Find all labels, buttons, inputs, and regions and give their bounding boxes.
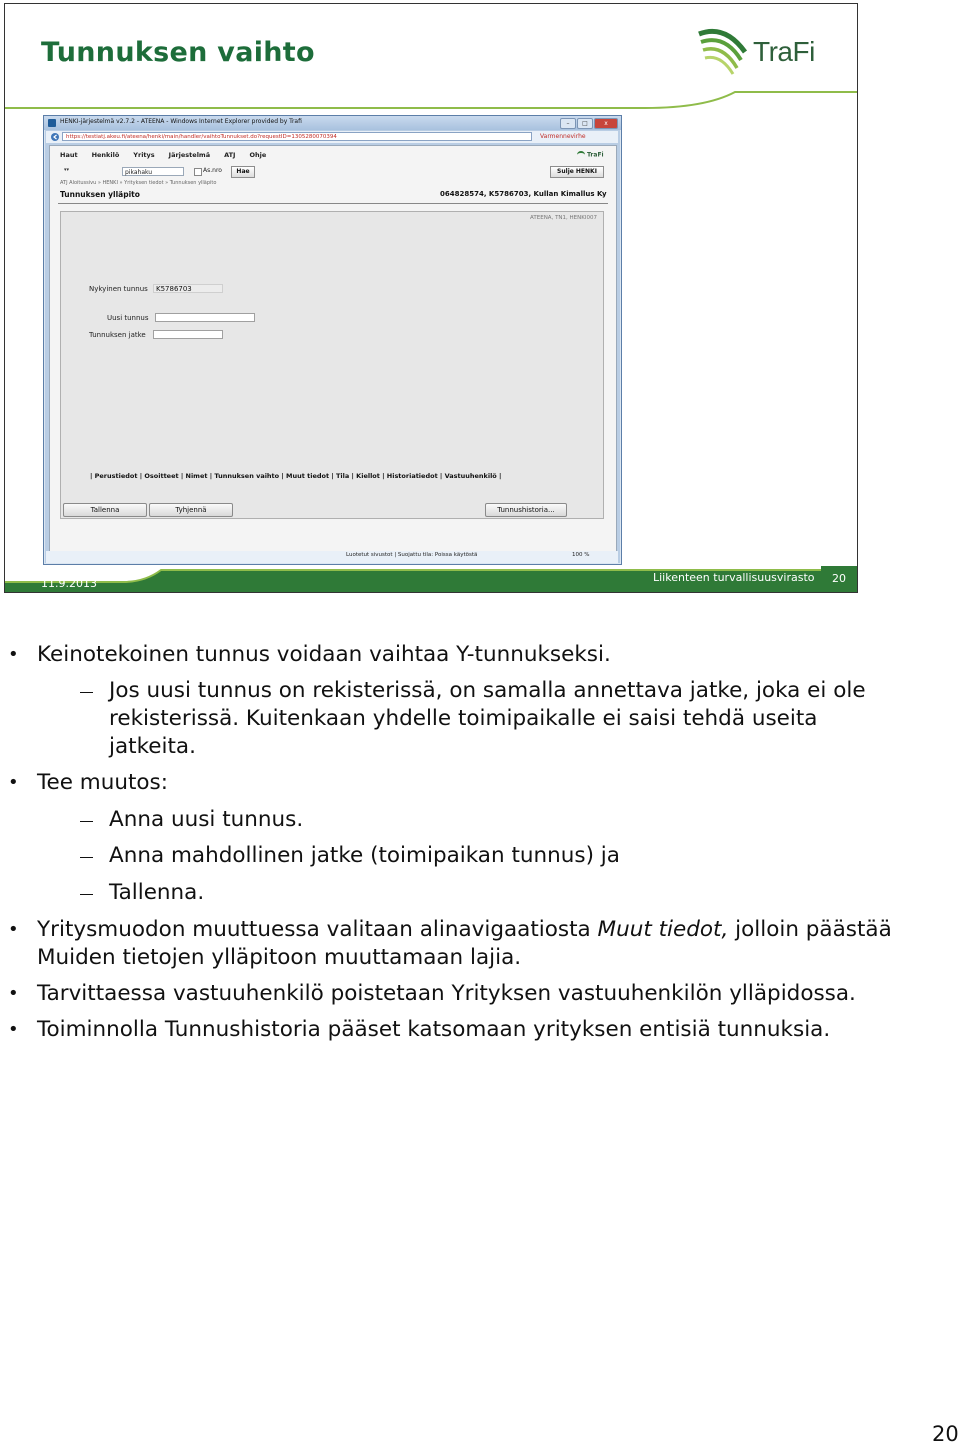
window-titlebar (44, 116, 621, 130)
menu-item-haut[interactable]: Haut (60, 151, 78, 159)
slide-title: Tunnuksen vaihto (41, 37, 315, 68)
header-divider-curve (5, 84, 857, 114)
menu-item-yritys[interactable]: Yritys (133, 151, 155, 159)
bullet-text: Toiminnolla Tunnushistoria pääset katsomaan yrityksen entisiä tunnuksia. (37, 1017, 831, 1042)
sub-bullet-text: Anna uusi tunnus. (109, 807, 304, 832)
footer-date: 11.9.2013 (41, 577, 97, 590)
dash-icon (80, 692, 93, 693)
current-id-label: Nykyinen tunnus (89, 285, 148, 293)
minimize-icon[interactable]: – (560, 118, 576, 129)
page-heading: Tunnuksen ylläpito (60, 190, 140, 199)
bullet-text (37, 916, 937, 944)
new-id-input[interactable] (155, 313, 255, 322)
address-input[interactable]: https://testiatj.akeu.fi/ateena/henki/main/handler/vaihtoTunnukset.do?requestID=1305280070394 (62, 132, 532, 141)
save-button[interactable]: Tallenna (63, 503, 147, 517)
bullet-text-emphasis: Muut tiedot, (597, 917, 729, 942)
sub-bullet-text: Tallenna. (109, 880, 205, 905)
menu-item-jarjestelma[interactable]: Järjestelmä (168, 151, 211, 159)
sub-bullet-text: Jos uusi tunnus on rekisterissä, on samalla annettava jatke, joka ei ole (109, 678, 866, 703)
new-id-label: Uusi tunnus (107, 314, 149, 322)
menu-item-henkilo[interactable]: Henkilö (91, 151, 120, 159)
web-page (49, 145, 617, 552)
bullet-text: Tee muutos: (37, 770, 168, 795)
sub-bullet-text: Anna mahdollinen jatke (toimipaikan tunnus) ja (109, 843, 620, 868)
entity-info: 064828574, K5786703, Kullan Kimallus Ky (440, 190, 607, 198)
zoom-level[interactable]: 100 % (572, 552, 590, 558)
close-henki-button[interactable]: Sulje HENKI (550, 166, 604, 178)
bullet-text: Tarvittaessa vastuuhenkilö poistetaan Yrityksen vastuuhenkilön ylläpidossa. (37, 981, 856, 1006)
trafi-swoosh-icon (695, 22, 755, 82)
quick-search-input[interactable]: pikahaku (122, 167, 184, 176)
system-tag: ATEENA, TN1, HENKI007 (530, 215, 597, 221)
asnro-label: As.nro (203, 167, 222, 174)
window-controls (560, 118, 618, 128)
sub-bullet-text: rekisterissä. Kuitenkaan yhdelle toimipaikalle ei saisi tehdä useita (109, 706, 818, 731)
address-bar (46, 131, 618, 143)
sub-bullet-text: jatkeita. (109, 734, 196, 759)
page-number: 20 (932, 1422, 959, 1446)
bullet-dot-icon: • (8, 644, 19, 665)
close-window-icon[interactable]: x (594, 118, 618, 129)
bullet-dot-icon: • (8, 919, 19, 940)
search-row (60, 166, 608, 178)
browser-window (43, 115, 622, 565)
bullet-text: Keinotekoinen tunnus voidaan vaihtaa Y-tunnukseksi. (37, 642, 611, 667)
app-menubar (60, 151, 266, 159)
id-extension-label: Tunnuksen jatke (89, 331, 146, 339)
bullet-dot-icon: • (8, 772, 19, 793)
slide (4, 3, 858, 593)
trafi-logo (695, 22, 835, 82)
id-extension-input[interactable] (153, 330, 223, 339)
bullet-text: Muiden tietojen ylläpitoon muuttamaan lajia. (37, 945, 522, 970)
dash-icon (80, 857, 93, 858)
id-history-button[interactable]: Tunnushistoria... (485, 503, 567, 517)
app-logo (577, 151, 604, 159)
slide-number: 20 (821, 566, 857, 592)
divider (58, 203, 608, 204)
bullet-text-part: jolloin päästää (728, 917, 892, 942)
back-forward-icon[interactable] (50, 132, 62, 142)
current-id-field: K5786703 (153, 284, 223, 293)
trafi-mini-icon (577, 151, 585, 159)
bullet-dot-icon: • (8, 1019, 19, 1040)
search-type-dropdown[interactable]: ▾▾ (64, 167, 70, 173)
search-button[interactable]: Hae (231, 166, 255, 178)
bullet-text-part: Yritysmuodon muuttuessa valitaan alinavigaatiosta (37, 917, 598, 942)
asnro-checkbox[interactable] (194, 168, 202, 176)
menu-item-atj[interactable]: ATJ (224, 151, 236, 159)
footer-agency: Liikenteen turvallisuusvirasto (653, 571, 815, 584)
sub-navigation[interactable]: | Perustiedot | Osoitteet | Nimet | Tunnuksen vaihto | Muut tiedot | Tila | Kiellot | Historiatiedot | Vastuuhenkilö | (90, 472, 502, 480)
ie-icon (48, 119, 56, 127)
bullet-dot-icon: • (8, 983, 19, 1004)
dash-icon (80, 894, 93, 895)
maximize-icon[interactable]: □ (577, 118, 593, 129)
window-title: HENKI-järjestelmä v2.7.2 - ATEENA - Windows Internet Explorer provided by Trafi (60, 118, 302, 125)
dash-icon (80, 821, 93, 822)
breadcrumb[interactable]: ATJ Aloitussivu » HENKI » Yrityksen tiedot » Tunnuksen ylläpito (60, 180, 217, 186)
logo-text: TraFi (753, 36, 815, 67)
app-logo-text: TraFi (587, 151, 604, 159)
security-zone-status: Luotetut sivustot | Suojattu tila: Poissa käytöstä (346, 552, 478, 558)
menu-item-ohje[interactable]: Ohje (249, 151, 267, 159)
certificate-warning[interactable]: Varmennevirhe (540, 133, 586, 140)
clear-button[interactable]: Tyhjennä (149, 503, 233, 517)
